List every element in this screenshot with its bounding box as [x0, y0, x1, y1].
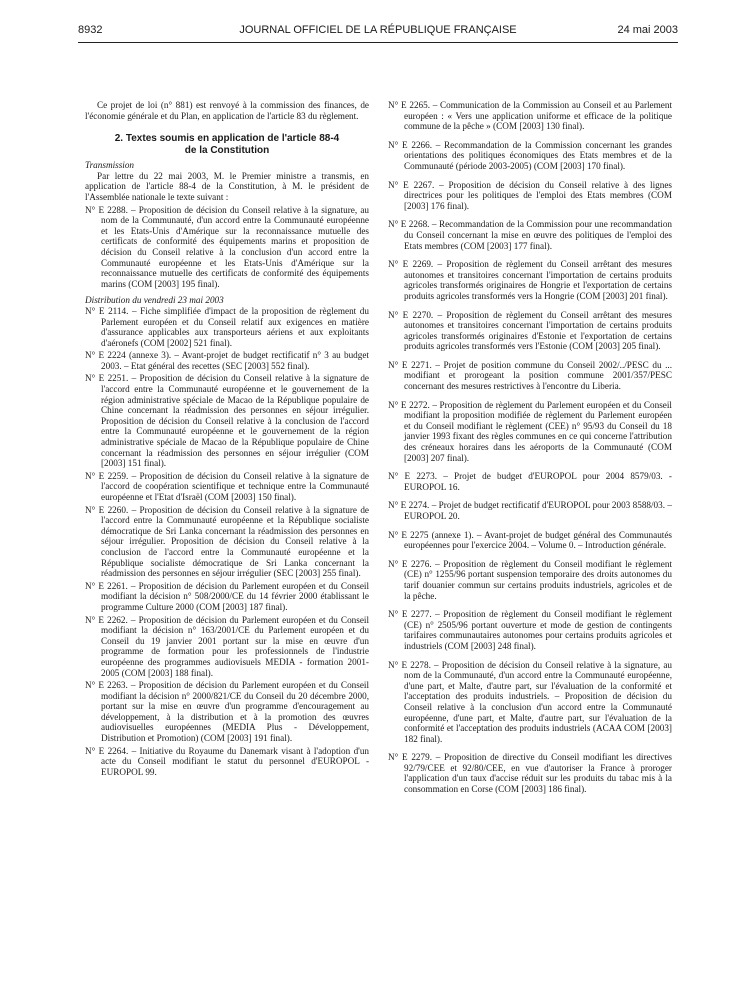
entry-reference: N° E 2265.: [388, 100, 431, 110]
document-entry: [85, 306, 369, 348]
entry-text: – Recommandation de la Commission pour une recommandation du Conseil concernant la mise en œuvre des politiques de l'emploi des Etats membres (COM [2003] 177 final).: [404, 219, 673, 251]
issue-date: 24 mai 2003: [617, 24, 678, 36]
section-title-line: 2. Textes soumis en application de l'article 88-4: [114, 133, 340, 145]
entry-reference: N° E 2269.: [388, 259, 434, 270]
document-entry: [388, 219, 672, 251]
entry-reference: N° E 2274.: [388, 500, 430, 511]
entry-reference: N° E 2273.: [388, 471, 437, 482]
entry-reference: N° E 2114.: [85, 305, 129, 316]
entry-text: – Proposition de décision du Conseil relative à la signature de l'accord entre la Communauté européenne et la République socialiste démocratique de Sri Lanka concernant la réadmission des personnes en séjour irrégulier. Proposition de décision du Conseil relative à la conclusion de l'accord entre la Communauté européenne et la République socialiste démocratique de Sri Lanka concernant la réadmission des personnes en séjour irrégulier (SEC [2003] 255 final).: [101, 504, 370, 579]
entry-text: – Proposition de règlement du Conseil modifiant le règlement (CE) n° 1255/96 portant suspension temporaire des droits autonomes du tarif douanier commun sur certains produits industriels, agricoles et de la pêche.: [404, 558, 673, 601]
page-number: 8932: [78, 24, 103, 36]
header-rule: [78, 42, 678, 43]
document-entry: [388, 180, 672, 212]
entry-reference: N° E 2264.: [85, 745, 129, 756]
document-entry: [388, 530, 672, 551]
entry-reference: N° E 2271.: [388, 359, 432, 370]
entry-text: – Proposition de décision du Conseil relative à la signature de l'accord entre la Communauté européenne et le gouvernement de la région administrative spéciale de Macao de la République populaire de Chine concernant la réadmission des personnes en séjour irrégulier. Proposition de décision du Conseil relative à la conclusion de l'accord entre la Communauté européenne et le gouvernement de la région administrative spéciale de Macao de la République populaire de Chine concernant la réadmission des personnes en séjour irrégulier (COM [2003] 151 final).: [101, 373, 370, 469]
entry-reference: N° E 2275 (annexe 1).: [388, 529, 474, 540]
entry-text: – Proposition de décision du Parlement européen et du Conseil modifiant la décision n° 2000/821/CE du Conseil du 20 décembre 2000, portant sur la mise en œuvre d'un programme d'encouragement au développement, à la distribution et à la promotion des œuvres audiovisuelles européennes (MEDIA Plus - Développement, Distribution et Promotion) (COM [2003] 191 final).: [101, 680, 370, 744]
subheading-transmission: Transmission: [85, 160, 135, 171]
entry-text: – Proposition de décision du Conseil relative à la signature de l'accord de coopération scientifique et technique entre la Communauté européenne et l'Etat d'Israël (COM [2003] 150 final).: [101, 470, 370, 502]
section-title-line: de la Constitution: [184, 144, 270, 156]
document-entry: [388, 140, 672, 172]
document-entry: [388, 559, 672, 601]
document-entry: [85, 680, 369, 744]
document-entry: [85, 350, 369, 371]
entry-reference: N° E 2263.: [85, 680, 128, 691]
entry-reference: N° E 2270.: [388, 309, 434, 320]
document-entry: [85, 581, 369, 613]
entry-text: – Proposition de règlement du Parlement européen et du Conseil modifiant la proposition modifiée de règlement du Parlement européen et du Conseil modifiant le règlement (CEE) n° 95/93 du Conseil du 18 janvier 1993 fixant des règles communes en ce qui concerne l'attribution des créneaux horaires dans les aéroports de la Communauté (COM [2003] 207 final).: [404, 399, 672, 463]
section-title: [85, 133, 369, 156]
entry-reference: N° E 2266.: [388, 139, 433, 150]
document-entry: [388, 500, 672, 521]
page-header: [78, 24, 678, 40]
entry-text: – Initiative du Royaume du Danemark visant à l'adoption d'un acte du Conseil modifiant le statut du personnel d'EUROPOL - EUROPOL 99.: [101, 745, 370, 777]
entry-text: – Projet de position commune du Conseil 2002/../PESC du ... modifiant et prorogeant la position commune 2001/357/PESC concernant des mesures restrictives à l'encontre du Liberia.: [404, 359, 673, 392]
document-entry: [388, 660, 672, 745]
entry-reference: N° E 2276.: [388, 558, 432, 569]
entry-reference: N° E 2224 (annexe 3).: [85, 350, 172, 361]
document-entry: [85, 373, 369, 468]
entry-reference: N° E 2272.: [388, 399, 430, 410]
entry-reference: N° E 2261.: [85, 580, 128, 591]
entry-reference: N° E 2259.: [85, 470, 129, 481]
document-entry: [388, 360, 672, 392]
document-entry: [388, 609, 672, 651]
entry-text: – Projet de budget rectificatif d'EUROPOL pour 2003 8588/03. – EUROPOL 20.: [404, 500, 673, 521]
entry-reference: N° E 2260.: [85, 504, 129, 515]
left-column: [85, 100, 369, 779]
entry-text: – Fiche simplifiée d'impact de la proposition de règlement du Parlement européen et du Conseil relatif aux exigences en matière d'assurance applicables aux transporteurs aériens et aux exploitants d'aéronefs (COM [2002] 521 final).: [101, 305, 369, 348]
entry-text: – Communication de la Commission au Conseil et au Parlement européen : « Vers une application uniforme et efficace de la politique commune de la pêche » (COM [2003] 130 final).: [404, 100, 673, 132]
entry-text: – Proposition de décision du Parlement européen et du Conseil modifiant la décision n° 508/2000/CE du 14 février 2000 établissant le programme Culture 2000 (COM [2003] 187 final).: [101, 580, 370, 612]
entry-text: – Projet de budget d'EUROPOL pour 2004 8579/03. - EUROPOL 16.: [404, 471, 672, 492]
entry-text: – Avant-projet de budget général des Communautés européennes pour l'exercice 2004. – Volume 0. – Introduction générale.: [404, 529, 672, 551]
right-column: [388, 100, 672, 803]
entry-reference: N° E 2262.: [85, 614, 128, 625]
entry-reference: N° E 2278.: [388, 659, 431, 670]
entry-text: – Proposition de décision du Conseil relative à des lignes directrices pour les politiques de l'emploi des Etats membres (COM [2003] 176 final).: [404, 179, 672, 211]
transmission-paragraph: Par lettre du 22 mai 2003, M. le Premier ministre a transmis, en application de l'article 88-4 de la Constitution, à M. le président de l'Assemblée nationale le texte suivant :: [85, 170, 369, 202]
entry-reference: N° E 2268.: [388, 219, 430, 230]
document-entry: [85, 471, 369, 503]
document-entry: [388, 400, 672, 464]
entry-reference: N° E 2279.: [388, 752, 432, 763]
entry-reference: N° E 2288.: [85, 204, 128, 215]
document-entry: [85, 746, 369, 778]
entry-text: – Proposition de décision du Parlement européen et du Conseil modifiant la décision n° 163/2001/CE du Parlement européen et du Conseil du 19 janvier 2001 portant sur la mise en œuvre d'un programme de formation pour les professionnels de l'industrie européenne des programmes audiovisuels MEDIA - formation 2001-2005 (COM [2003] 188 final).: [101, 614, 370, 678]
entry-reference: N° E 2251.: [85, 373, 129, 384]
entry-text: – Proposition de règlement du Conseil arrêtant des mesures autonomes et transitoires concernant l'importation de certains produits agricoles transformés originaires de Hongrie et l'exportation de certains produits agricoles transformés vers la Hongrie (COM [2003] 201 final).: [404, 259, 673, 301]
entry-text: – Proposition de décision du Conseil relative à la signature, au nom de la Communauté, d'un accord entre la Communauté européenne et les Etats-Unis d'Amérique sur la reconnaissance mutuelle des certificats de conformité des équipements marins et proposition de décision du Conseil relative à la conclusion d'un accord entre la Communauté européenne et les Etats-Unis d'Amérique sur la reconnaissance mutuelle des certificats de conformité des équipements marins (COM [2003] 195 final).: [101, 204, 369, 289]
document-entry: [388, 752, 672, 794]
document-entry: [388, 259, 672, 301]
journal-title: JOURNAL OFFICIEL DE LA RÉPUBLIQUE FRANÇAISE: [239, 24, 517, 36]
entry-text: – Proposition de directive du Conseil modifiant les directives 92/79/CEE et 92/80/CEE, en vue d'autoriser la France à proroger l'application d'un taux d'accise réduit sur les produits du tabac mis à la consommation en Corse (COM [2003] 186 final).: [404, 752, 672, 795]
document-entry: [388, 471, 672, 492]
document-entry: [85, 505, 369, 579]
document-entry: [85, 205, 369, 290]
entry-text: – Proposition de règlement du Conseil modifiant le règlement (CE) n° 2505/96 portant ouverture et mode de gestion de contingents tarifaires communautaires autonomes pour certains produits agricoles et industriels (COM [2003] 248 final).: [404, 609, 673, 651]
document-entry: [388, 310, 672, 352]
entry-text: – Proposition de décision du Conseil relative à la signature, au nom de la Communauté, d'un accord entre la Communauté européenne, d'une part, et Malte, d'autre part, sur l'évaluation de la conformité et l'acceptation des produits industriels. – Proposition de décision du Conseil relative à la conclusion d'un accord entre la Communauté européenne, d'une part, et Malte, d'autre part, sur l'évaluation de la conformité et l'acceptation des produits industriels (ACAA COM [2003] 182 final).: [404, 659, 672, 744]
entry-reference: N° E 2277.: [388, 609, 432, 620]
entry-text: – Avant-projet de budget rectificatif n° 3 au budget 2003. – Etat général des recettes (SEC [2003] 552 final).: [101, 350, 369, 371]
entry-list: [85, 306, 369, 778]
subheading-distribution: Distribution du vendredi 23 mai 2003: [85, 295, 224, 306]
intro-paragraph: Ce projet de loi (n° 881) est renvoyé à la commission des finances, de l'économie générale et du Plan, en application de l'article 83 du règlement.: [85, 100, 369, 121]
document-entry: [85, 615, 369, 679]
entry-reference: N° E 2267.: [388, 179, 435, 190]
entry-text: – Recommandation de la Commission concernant les grandes orientations des politiques économiques des Etats membres et de la Communauté (période 2003-2005) (COM [2003] 170 final).: [404, 139, 672, 171]
document-entry: [388, 100, 672, 132]
entry-text: – Proposition de règlement du Conseil arrêtant des mesures autonomes et transitoires concernant l'importation de certains produits agricoles transformés originaires d'Estonie et l'exportation de certains produits agricoles transformés vers l'Estonie (COM [2003] 205 final).: [404, 309, 673, 352]
